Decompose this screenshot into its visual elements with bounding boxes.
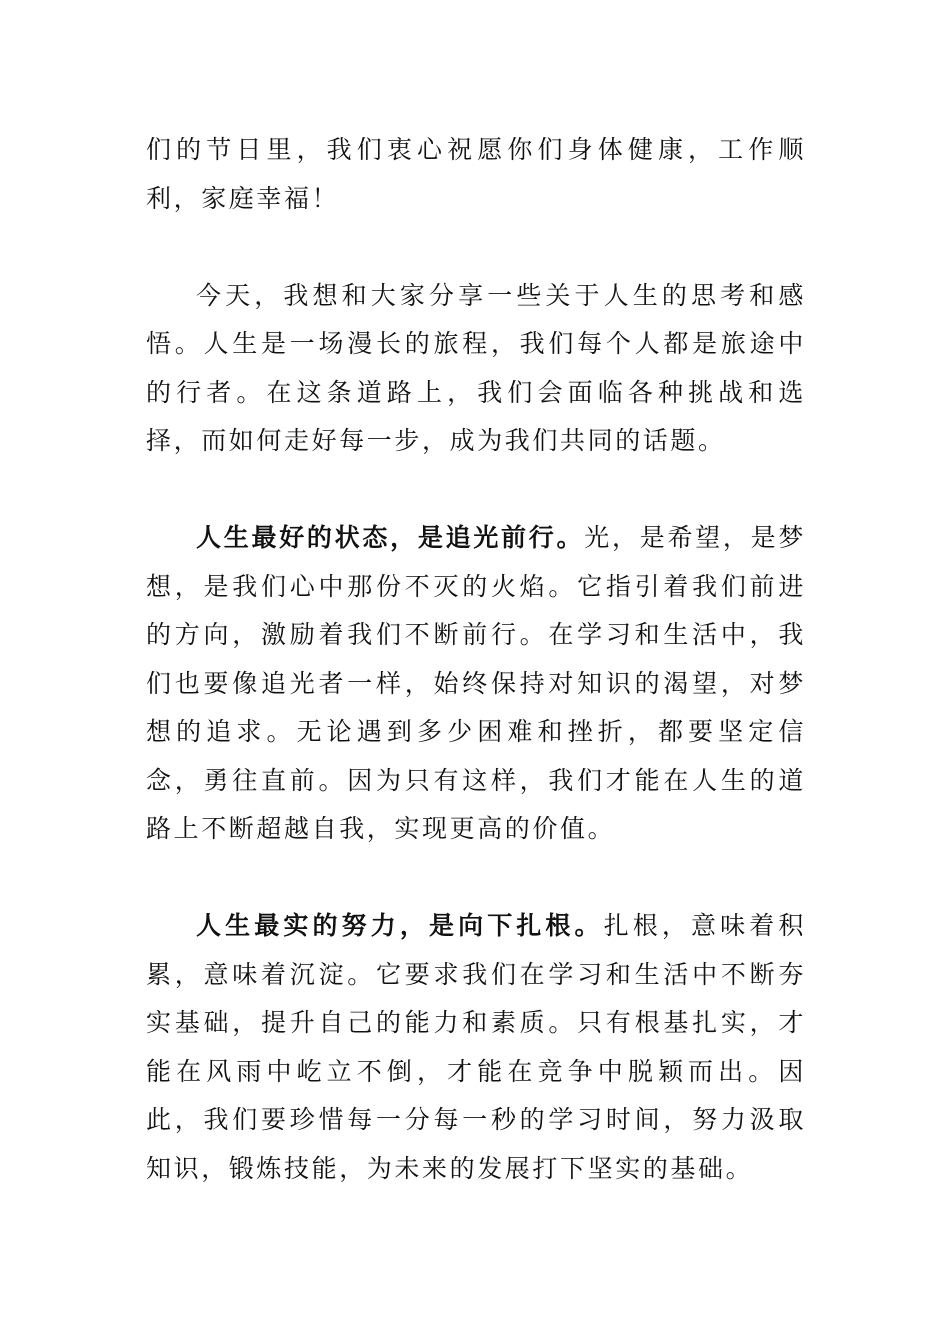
paragraph-lead-heading: 人生最实的努力，是向下扎根。 — [196, 911, 604, 940]
paragraph-text: 扎根，意味着积累，意味着沉淀。它要求我们在学习和生活中不断夯实基础，提升自己的能力和素质。只有根基扎实，才能在风雨中屹立不倒，才能在竞争中脱颖而出。因此，我们要珍惜每一分每一秒的学习时间，努力汲取知识，锻炼技能，为未来的发展打下坚实的基础。 — [146, 911, 807, 1183]
paragraph-text: 光，是希望，是梦想，是我们心中那份不灭的火焰。它指引着我们前进的方向，激励着我们不断前行。在学习和生活中，我们也要像追光者一样，始终保持对知识的渴望，对梦想的追求。无论遇到多少困难和挫折，都要坚定信念，勇往直前。因为只有这样，我们才能在人生的道路上不断超越自我，实现更高的价值。 — [146, 523, 806, 843]
paragraph-text: 今天，我想和大家分享一些关于人生的思考和感悟。人生是一场漫长的旅程，我们每个人都是旅途中的行者。在这条道路上，我们会面临各种挑战和选择，而如何走好每一步，成为我们共同的话题。 — [146, 280, 806, 455]
paragraph-lead-heading: 人生最好的状态，是追光前行。 — [196, 523, 585, 552]
paragraph-take-root — [146, 902, 806, 1193]
paragraph-text: 们的节日里，我们衷心祝愿你们身体健康，工作顺利，家庭幸福！ — [146, 135, 806, 213]
paragraph-continuation — [146, 126, 806, 223]
document-body — [146, 126, 806, 1242]
paragraph-chase-light — [146, 514, 806, 854]
paragraph-intro — [146, 272, 806, 466]
